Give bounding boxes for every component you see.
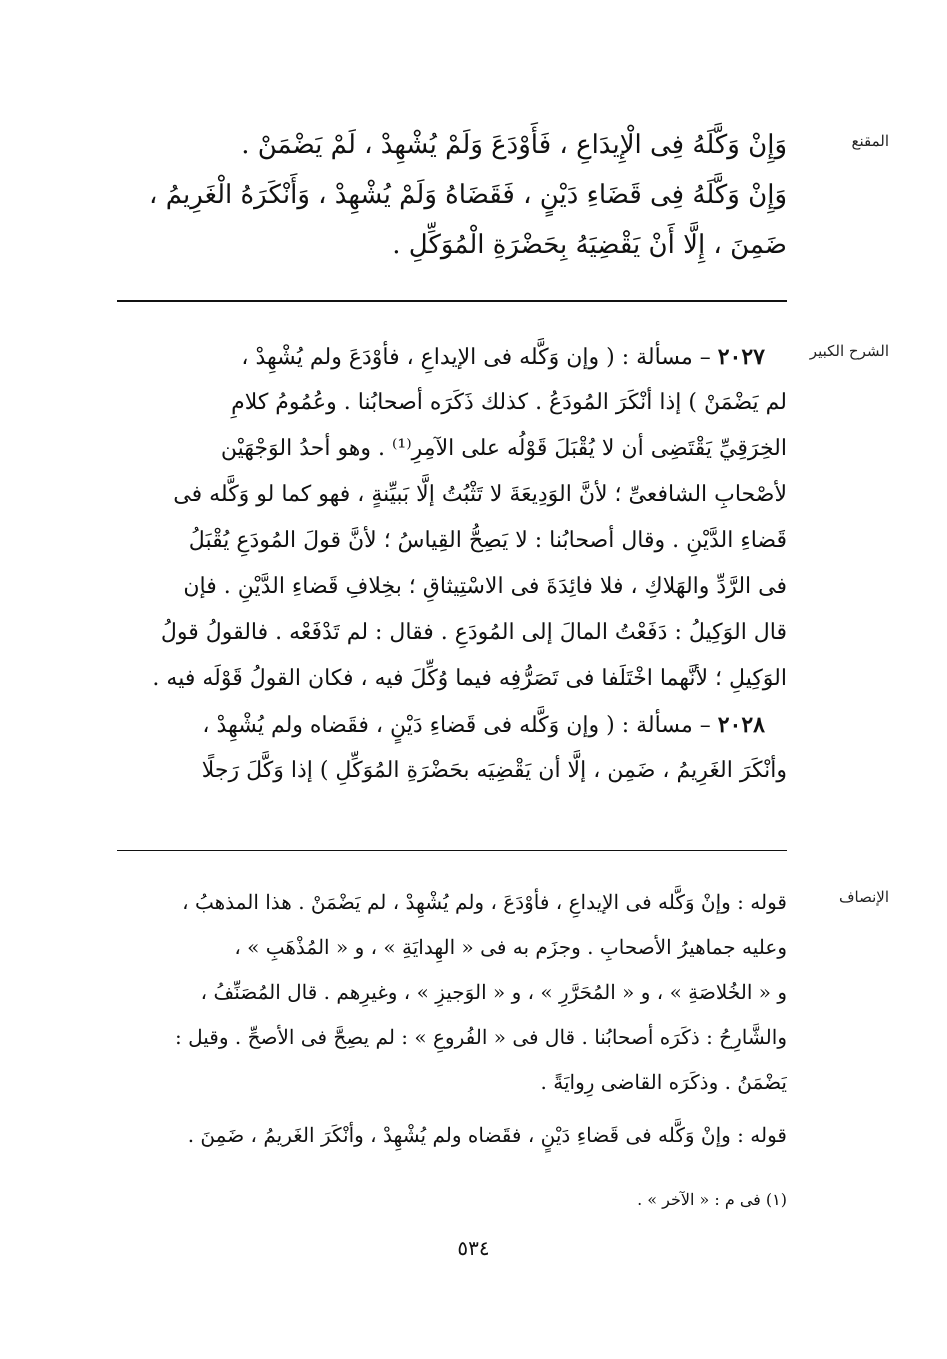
sharh-line: قال الوَكِيلُ : دَفَعْتُ المالَ إلى المُودَعِ . فقال : لم تَدْفَعْه . فالقولُ قولُ: [160, 620, 787, 645]
insaf-line: والشَّارِحُ : ذكَرَه أصحابُنا . قال فى « الفُروعِ » : لم يصِحَّ فى الأصحِّ . وقيل :: [175, 1025, 787, 1049]
sharh-line-text: – مسألة : ( وإن وَكَّله فى الإيداعِ ، فأوْدَعَ ولم يُشْهِدْ ،: [241, 345, 711, 370]
page-number: ٥٣٤: [457, 1236, 490, 1260]
muqni-line: وَإِنْ وَكَّلَهُ فِى الْإِيدَاعِ ، فَأَوْدَعَ وَلَمْ يُشْهِدْ ، لَمْ يَضْمَنْ .: [241, 130, 787, 160]
sharh-text: [117, 334, 787, 794]
section-label-insaf: الإنصاف: [838, 888, 889, 906]
issue-number: ٢٠٢٧: [717, 344, 765, 370]
muqni-line: ضَمِنَ ، إِلَّا أَنْ يَقْضِيَهُ بِحَضْرَةِ الْمُوَكِّلِ .: [392, 230, 787, 260]
sharh-line: وأنْكَرَ الغَرِيمُ ، ضَمِن ، إلَّا أن يَقْضِيَه بحَضْرَةِ المُوَكِّلِ ) إذا وَكَّلَ رَجلًا: [201, 758, 787, 783]
sharh-line: الخِرَقِيِّ يَقْتَضِى أن لا يُقْبَلَ قَوْلُه على الآمِرِ⁽¹⁾ . وهو أحدُ الوَجْهَيْن: [220, 436, 787, 461]
insaf-line: يَضْمَنُ . وذكَرَه القاضى رِوايَةً .: [540, 1070, 787, 1094]
muqni-text: [117, 120, 787, 270]
sharh-line: [117, 334, 787, 380]
sharh-line: قَضاءِ الدَّيْنِ . وقال أصحابُنا : لا يَصِحُّ القِياسُ ؛ لأنَّ قولَ المُودَعِ يُقْبَلُ: [188, 528, 787, 553]
sharh-line: لم يَضْمَنْ ) إذا أنْكَرَ المُودَعُ . كذلك ذَكَرَه أصحابُنا . وعُمُومُ كلامِ: [231, 390, 787, 415]
muqni-line: وَإِنْ وَكَّلَهُ فِى قَضَاءِ دَيْنٍ ، فَقَضَاهُ وَلَمْ يُشْهِدْ ، وَأَنْكَرَهُ الْغَرِيمُ ،: [149, 180, 787, 210]
section-divider: [117, 850, 787, 851]
insaf-line: قوله : وإنْ وَكَّله فى قَضاءِ دَيْنٍ ، فقَضاه ولم يُشْهِدْ ، وأنْكَرَ الغَريمُ ، ضَمِنَ .: [187, 1123, 787, 1147]
insaf-text: [117, 880, 787, 1158]
sharh-line: الوَكِيلِ ؛ لأنَّهما اخْتَلَفا فى تَصَرُّفِه فيما وُكِّلَ فيه ، فكان القولُ قَوْلَه فيه .: [152, 666, 787, 691]
sharh-line: [117, 702, 787, 748]
footnote: (١) فى م : « الآخر » .: [637, 1190, 787, 1209]
section-label-sharh: الشرح الكبير: [809, 342, 889, 360]
section-divider: [117, 300, 787, 302]
sharh-line: فى الرَّدِّ والهَلاكِ ، فلا فائِدَةَ فى الاسْتِيثاقِ ؛ بخِلافِ قَضاءِ الدَّيْنِ . فإن: [183, 574, 787, 599]
sharh-line-text: – مسألة : ( وإن وَكَّله فى قَضاءِ دَيْنٍ ، فقَضاه ولم يُشْهِدْ ،: [202, 713, 711, 738]
issue-number: ٢٠٢٨: [717, 712, 765, 738]
insaf-line: وعليه جماهيرُ الأصحابِ . وجزَم به فى « الهِدايَةِ » ، و « المُذْهَبِ » ،: [234, 935, 787, 959]
insaf-line: و « الخُلاصَةِ » ، و « المُحَرَّرِ » ، و « الوَجيزِ » ، وغيرِهم . قال المُصَنِّفُ ،: [200, 980, 787, 1004]
section-label-muqni: المقنع: [851, 132, 889, 150]
insaf-line: قوله : وإنْ وَكَّله فى الإيداعِ ، فأوْدَعَ ، ولم يُشْهِدْ ، لم يَضْمَنْ . هذا المذهبُ ،: [182, 890, 787, 914]
sharh-line: لأصْحابِ الشافعىِّ ؛ لأنَّ الوَدِيعَةَ لا تَثْبُتُ إلَّا بَبيِّنةٍ ، فهو كما لو وَكَّله فى: [173, 482, 787, 507]
